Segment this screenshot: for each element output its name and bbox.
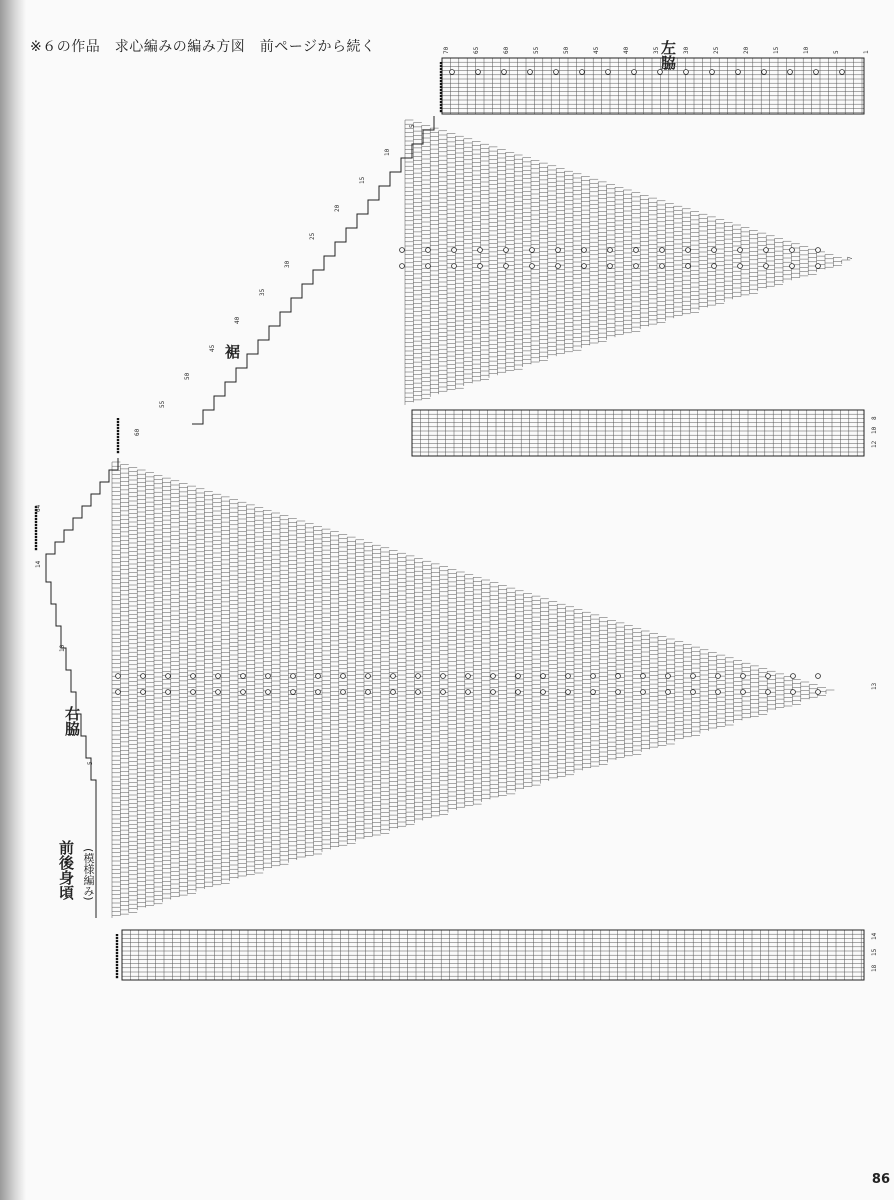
eyelet-mark <box>316 690 321 695</box>
eyelet-mark <box>632 70 637 75</box>
left-side-label: 左脇 <box>659 40 677 70</box>
eyelet-mark <box>762 70 767 75</box>
edge-bead <box>116 949 118 951</box>
eyelet-mark <box>478 264 483 269</box>
eyelet-mark <box>491 674 496 679</box>
eyelet-mark <box>530 248 535 253</box>
eyelet-mark <box>816 264 821 269</box>
eyelet-mark <box>141 674 146 679</box>
body-subtitle-label: (模様編み) <box>82 848 95 901</box>
edge-bead <box>440 71 442 73</box>
eyelet-mark <box>790 248 795 253</box>
edge-bead <box>117 436 119 438</box>
edge-bead <box>117 421 119 423</box>
top-band-number: 25 <box>713 46 720 54</box>
edge-bead <box>440 110 442 112</box>
hem-row-number: 30 <box>284 260 291 268</box>
triangle-tip-number: 7 <box>847 256 854 260</box>
eyelet-mark <box>660 248 665 253</box>
top-band-number: 45 <box>593 46 600 54</box>
hem-row-number: 50 <box>184 372 191 380</box>
hem-row-number: 25 <box>309 232 316 240</box>
band-row-number: 14 <box>871 932 878 940</box>
hem-label: 裾 <box>223 344 241 359</box>
page-number: 86 <box>871 1172 890 1187</box>
band-row-number: 10 <box>871 426 878 434</box>
edge-bead <box>116 964 118 966</box>
top-band-number: 40 <box>623 46 630 54</box>
eyelet-mark <box>566 674 571 679</box>
eyelet-mark <box>766 690 771 695</box>
eyelet-mark <box>366 690 371 695</box>
eyelet-mark <box>450 70 455 75</box>
eyelet-mark <box>790 264 795 269</box>
edge-bead <box>35 515 37 517</box>
edge-bead <box>116 976 118 978</box>
edge-bead <box>116 937 118 939</box>
eyelet-mark <box>616 674 621 679</box>
eyelet-mark <box>741 690 746 695</box>
eyelet-mark <box>241 690 246 695</box>
eyelet-mark <box>291 674 296 679</box>
edge-bead <box>117 433 119 435</box>
eyelet-mark <box>541 690 546 695</box>
eyelet-mark <box>712 264 717 269</box>
eyelet-mark <box>191 690 196 695</box>
eyelet-mark <box>616 690 621 695</box>
edge-bead <box>116 946 118 948</box>
eyelet-mark <box>660 264 665 269</box>
top-band-number: 35 <box>653 46 660 54</box>
edge-bead <box>440 68 442 70</box>
hem-triangle <box>405 120 850 405</box>
eyelet-mark <box>466 690 471 695</box>
band-row-number: 15 <box>871 948 878 956</box>
eyelet-mark <box>441 674 446 679</box>
edge-bead <box>440 92 442 94</box>
eyelet-mark <box>741 674 746 679</box>
edge-bead <box>116 952 118 954</box>
eyelet-mark <box>764 248 769 253</box>
edge-bead <box>116 970 118 972</box>
eyelet-mark <box>516 674 521 679</box>
eyelet-mark <box>556 264 561 269</box>
eyelet-mark <box>116 690 121 695</box>
edge-bead <box>440 83 442 85</box>
eyelet-mark <box>416 674 421 679</box>
eyelet-mark <box>216 690 221 695</box>
eyelet-mark <box>291 690 296 695</box>
edge-bead <box>440 101 442 103</box>
right-row-number: 14 <box>35 560 42 568</box>
edge-bead <box>440 80 442 82</box>
edge-bead <box>117 445 119 447</box>
body-stair-edge <box>46 458 118 918</box>
eyelet-mark <box>266 674 271 679</box>
eyelet-mark <box>141 690 146 695</box>
eyelet-mark <box>791 674 796 679</box>
eyelet-mark <box>266 690 271 695</box>
eyelet-mark <box>591 674 596 679</box>
eyelet-mark <box>566 690 571 695</box>
top-band-number: 65 <box>473 46 480 54</box>
eyelet-mark <box>426 248 431 253</box>
eyelet-mark <box>556 248 561 253</box>
eyelet-mark <box>452 264 457 269</box>
hem-row-number: 20 <box>334 204 341 212</box>
eyelet-mark <box>788 70 793 75</box>
eyelet-mark <box>530 264 535 269</box>
edge-bead <box>440 89 442 91</box>
eyelet-mark <box>738 264 743 269</box>
eyelet-mark <box>216 674 221 679</box>
eyelet-mark <box>400 248 405 253</box>
edge-bead <box>117 439 119 441</box>
hem-band-border <box>412 410 864 456</box>
edge-bead <box>440 62 442 64</box>
eyelet-mark <box>816 690 821 695</box>
eyelet-mark <box>736 70 741 75</box>
edge-bead <box>35 545 37 547</box>
hem-row-number: 10 <box>384 148 391 156</box>
eyelet-mark <box>441 690 446 695</box>
eyelet-mark <box>712 248 717 253</box>
eyelet-mark <box>608 248 613 253</box>
eyelet-mark <box>816 674 821 679</box>
edge-bead <box>440 107 442 109</box>
edge-bead <box>35 536 37 538</box>
hem-band <box>412 410 864 456</box>
eyelet-mark <box>341 674 346 679</box>
eyelet-mark <box>641 690 646 695</box>
eyelet-mark <box>766 674 771 679</box>
body-title-label: 前後身頃 <box>57 840 75 900</box>
eyelet-mark <box>341 690 346 695</box>
band-row-number: 18 <box>871 964 878 972</box>
edge-bead <box>440 98 442 100</box>
body-triangle <box>112 462 834 918</box>
edge-bead <box>440 65 442 67</box>
eyelet-mark <box>504 248 509 253</box>
eyelet-mark <box>738 248 743 253</box>
top-band-number: 10 <box>803 46 810 54</box>
eyelet-mark <box>791 690 796 695</box>
edge-bead <box>117 424 119 426</box>
eyelet-mark <box>391 674 396 679</box>
eyelet-mark <box>691 674 696 679</box>
eyelet-mark <box>316 674 321 679</box>
eyelet-mark <box>502 70 507 75</box>
edge-bead <box>440 74 442 76</box>
left-side-band <box>442 58 864 114</box>
eyelet-mark <box>814 70 819 75</box>
edge-bead <box>116 973 118 975</box>
edge-bead <box>35 548 37 550</box>
edge-bead <box>116 940 118 942</box>
eyelet-mark <box>691 690 696 695</box>
edge-bead <box>117 427 119 429</box>
top-band-number: 5 <box>833 50 840 54</box>
eyelet-mark <box>710 70 715 75</box>
eyelet-mark <box>840 70 845 75</box>
top-band-number: 1 <box>863 50 870 54</box>
eyelet-mark <box>582 264 587 269</box>
eyelet-mark <box>391 690 396 695</box>
edge-bead <box>116 967 118 969</box>
eyelet-mark <box>478 248 483 253</box>
eyelet-mark <box>366 674 371 679</box>
edge-bead <box>116 961 118 963</box>
eyelet-mark <box>764 264 769 269</box>
eyelet-mark <box>606 70 611 75</box>
eyelet-mark <box>191 674 196 679</box>
edge-bead <box>117 442 119 444</box>
eyelet-mark <box>591 690 596 695</box>
edge-bead <box>116 958 118 960</box>
eyelet-mark <box>476 70 481 75</box>
body-band <box>122 930 864 980</box>
hem-row-number: 5 <box>409 124 416 128</box>
eyelet-mark <box>116 674 121 679</box>
eyelet-mark <box>666 674 671 679</box>
eyelet-mark <box>426 264 431 269</box>
band-row-number: 12 <box>871 440 878 448</box>
eyelet-mark <box>666 690 671 695</box>
edge-bead <box>35 524 37 526</box>
eyelet-mark <box>166 690 171 695</box>
hem-row-number: 35 <box>259 288 266 296</box>
eyelet-mark <box>166 674 171 679</box>
edge-bead <box>35 521 37 523</box>
edge-bead <box>116 934 118 936</box>
edge-bead <box>35 530 37 532</box>
eyelet-mark <box>608 264 613 269</box>
hem-row-number: 45 <box>209 344 216 352</box>
eyelet-mark <box>504 264 509 269</box>
top-band-number: 55 <box>533 46 540 54</box>
eyelet-mark <box>400 264 405 269</box>
eyelet-mark <box>634 248 639 253</box>
top-band-number: 50 <box>563 46 570 54</box>
band-row-number: 8 <box>871 416 878 420</box>
eyelet-mark <box>582 248 587 253</box>
eyelet-mark <box>466 674 471 679</box>
right-row-number: 10 <box>59 644 66 652</box>
eyelet-mark <box>716 690 721 695</box>
eyelet-mark <box>516 690 521 695</box>
eyelet-mark <box>416 690 421 695</box>
edge-bead <box>117 448 119 450</box>
page-header: ※６の作品 求心編みの編み方図 前ページから続く <box>30 39 376 55</box>
top-band-number: 60 <box>503 46 510 54</box>
edge-bead <box>440 86 442 88</box>
eyelet-mark <box>452 248 457 253</box>
edge-bead <box>116 955 118 957</box>
edge-bead <box>440 104 442 106</box>
edge-bead <box>116 943 118 945</box>
hem-row-number: 55 <box>159 400 166 408</box>
eyelet-mark <box>658 70 663 75</box>
edge-bead <box>35 542 37 544</box>
eyelet-mark <box>684 70 689 75</box>
eyelet-mark <box>686 248 691 253</box>
right-side-label: 右脇 <box>63 706 81 736</box>
eyelet-mark <box>716 674 721 679</box>
triangle-tip-number: 13 <box>871 682 878 690</box>
edge-bead <box>440 77 442 79</box>
hem-row-number: 60 <box>134 428 141 436</box>
edge-bead <box>35 533 37 535</box>
right-row-number: 5 <box>87 761 94 765</box>
edge-bead <box>35 518 37 520</box>
eyelet-mark <box>634 264 639 269</box>
eyelet-mark <box>554 70 559 75</box>
edge-bead <box>440 95 442 97</box>
hem-stair-edge <box>192 116 434 424</box>
top-band-number: 70 <box>443 46 450 54</box>
eyelet-mark <box>641 674 646 679</box>
edge-bead <box>117 451 119 453</box>
eyelet-mark <box>541 674 546 679</box>
hem-row-number: 15 <box>359 176 366 184</box>
edge-bead <box>117 418 119 420</box>
eyelet-mark <box>241 674 246 679</box>
edge-bead <box>35 527 37 529</box>
eyelet-mark <box>580 70 585 75</box>
top-band-number: 15 <box>773 46 780 54</box>
eyelet-mark <box>528 70 533 75</box>
eyelet-mark <box>686 264 691 269</box>
edge-bead <box>35 539 37 541</box>
top-band-number: 20 <box>743 46 750 54</box>
hem-row-number: 40 <box>234 316 241 324</box>
eyelet-mark <box>491 690 496 695</box>
top-band-number: 30 <box>683 46 690 54</box>
right-row-number: 64 <box>35 504 42 512</box>
edge-bead <box>117 430 119 432</box>
eyelet-mark <box>816 248 821 253</box>
